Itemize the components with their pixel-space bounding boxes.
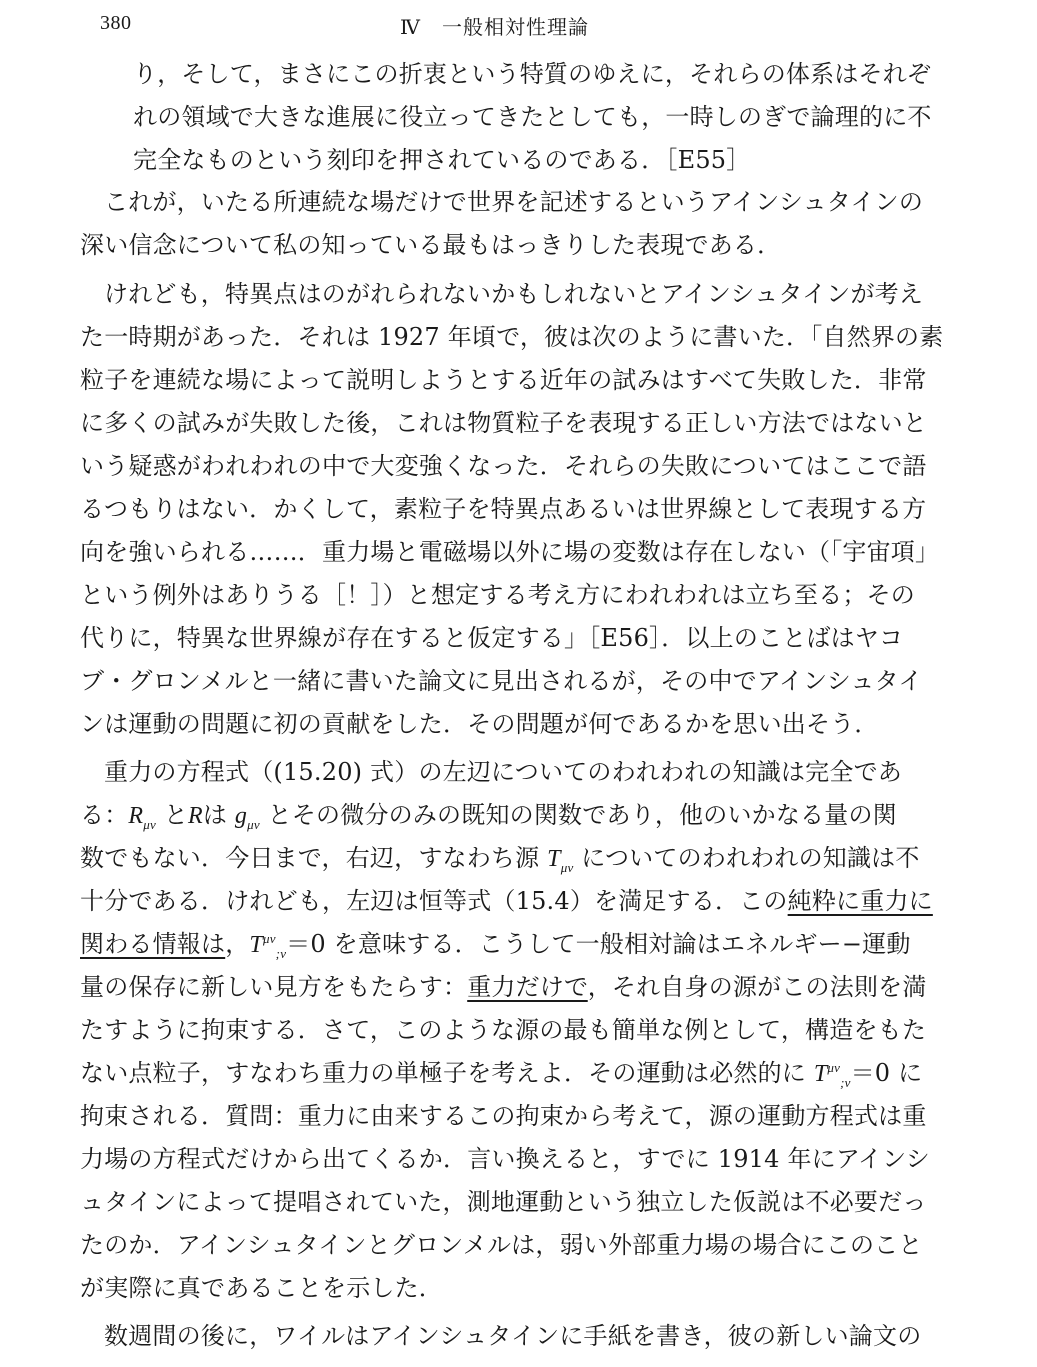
text-line: けれども，特異点はのがれられないかもしれないとアインシュタインが考え [104, 280, 924, 308]
text-line: たすように拘束する．さて，このような源の最も簡単な例として，構造をもた [80, 1016, 927, 1044]
text-line: 向を強いられる……．重力場と電磁場以外に場の変数は存在しない（「宇宙項」 [80, 538, 940, 566]
text-line: れの領域で大きな進展に役立ってきたとしても，一時しのぎで論理的に不 [133, 103, 932, 131]
underlined-phrase: 純粋に重力に [787, 887, 933, 915]
page-number: 380 [100, 12, 132, 34]
text-line: 重力の方程式（(15.20) 式）の左辺についてのわれわれの知識は完全であ [104, 758, 902, 786]
text-line: るつもりはない．かくして，素粒子を特異点あるいは世界線として表現する方 [80, 495, 927, 523]
underlined-phrase: 関わる情報は [80, 930, 226, 958]
text-line: 深い信念について私の知っている最もはっきりした表現である． [80, 231, 782, 259]
text-line: 拘束される．質問：重力に由来するこの拘束から考えて，源の運動方程式は重 [80, 1102, 927, 1130]
text-line: 粒子を連続な場によって説明しようとする近年の試みはすべて失敗した．非常 [80, 366, 927, 394]
text-line: が実際に真であることを示した． [80, 1274, 443, 1302]
text-line: ュタインによって提唱されていた，測地運動という独立した仮説は不必要だっ [80, 1188, 927, 1216]
text-line: たのか．アインシュタインとグロンメルは，弱い外部重力場の場合にこのこと [80, 1231, 923, 1259]
text-line: ブ・グロンメルと一緒に書いた論文に見出されるが，その中でアインシュタイ [80, 667, 923, 695]
text-line-math: る：$R_{\mu\nu}$ とRは $g_{\mu\nu}$ とその微分のみの既知の関数であり，他のいかなる量の関 [80, 801, 897, 832]
text-line-math: 関わる情報は，$T^{\mu\nu}_{;\nu}=0$ を意味する．こうして一般相対論はエネルギー−運動 [80, 930, 911, 961]
text-line: これが，いたる所連続な場だけで世界を記述するというアインシュタインの [104, 188, 924, 216]
text-line: り，そして，まさにこの折衷という特質のゆえに，それらの体系はそれぞ [133, 60, 932, 88]
text-line: 数週間の後に，ワイルはアインシュタインに手紙を書き，彼の新しい論文の [104, 1322, 922, 1350]
page-header [0, 8, 1037, 38]
text-line: 十分である．けれども，左辺は恒等式（15.4）を満足する．この純粋に重力に [80, 887, 933, 915]
text-line: に多くの試みが失敗した後，これは物質粒子を表現する正しい方法ではないと [80, 409, 927, 437]
text-line: 代りに，特異な世界線が存在すると仮定する」［E56］．以上のことばはヤコ [80, 624, 904, 652]
text-line-math: ない点粒子，すなわち重力の単極子を考えよ．その運動は必然的に $T^{\mu\nu}_{;\nu}=0$ に [80, 1059, 923, 1090]
text-line: いう疑惑がわれわれの中で大変強くなった．それらの失敗についてはここで語 [80, 452, 927, 480]
text-line-math: 数でもない．今日まで，右辺，すなわち源 $T_{\mu\nu}$ についてのわれわれの知識は不 [80, 844, 920, 875]
underlined-phrase: 重力だけで [467, 973, 588, 1001]
text-line: た一時期があった．それは 1927 年頃で，彼は次のように書いた．「自然界の素 [80, 323, 944, 351]
text-line: ンは運動の問題に初の貢献をした．その問題が何であるかを思い出そう． [80, 710, 879, 738]
running-head: Ⅳ 一般相対性理論 [400, 15, 589, 39]
text-line: 量の保存に新しい見方をもたらす：重力だけで，それ自身の源がこの法則を満 [80, 973, 927, 1001]
text-line: 完全なものという刻印を押されているのである．［E55］ [133, 146, 751, 174]
text-line: という例外はありうる［！］）と想定する考え方にわれわれは立ち至る；その [80, 581, 915, 609]
text-line: 力場の方程式だけから出てくるか．言い換えると，すでに 1914 年にアインシ [80, 1145, 930, 1173]
